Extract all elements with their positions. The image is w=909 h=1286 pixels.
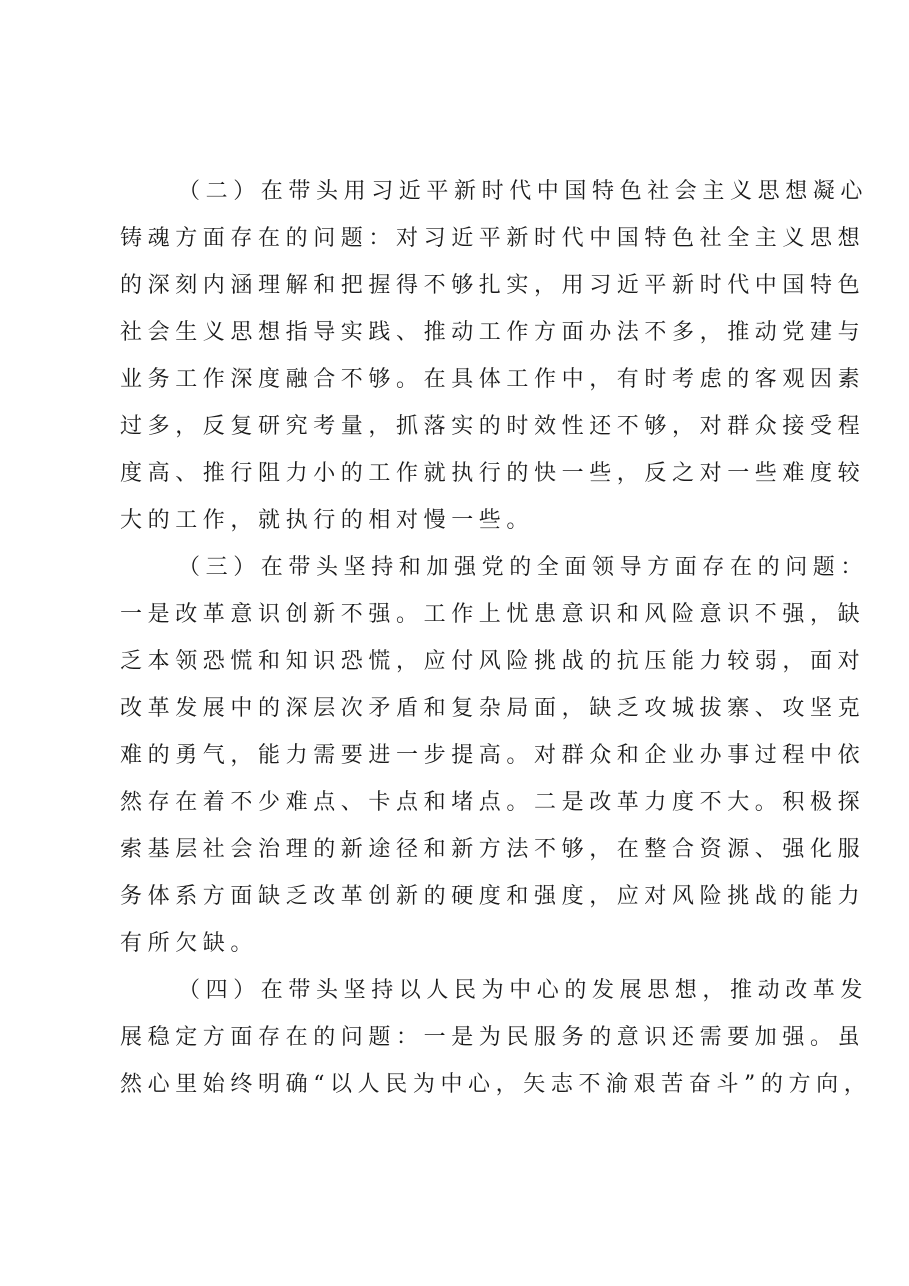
paragraph-line: 过多，反复研究考量，抓落实的时效性还不够，对群众接受程 [120, 414, 866, 439]
paragraph-line: 乏本领恐慌和知识恐慌，应付风险挑战的抗压能力较弱，面对 [120, 649, 866, 674]
paragraph-line: 索基层社会治理的新途径和新方法不够，在整合资源、强化服 [120, 837, 866, 862]
paragraph-line: 社会生义思想指导实践、推动工作方面办法不多，推动党建与 [120, 320, 866, 345]
paragraph-line: （四）在带头坚持以人民为中心的发展思想，推动改革发 [178, 978, 869, 1003]
paragraph-line: 展稳定方面存在的问题：一是为民服务的意识还需要加强。虽 [120, 1025, 866, 1050]
paragraph-line: 有所欠缺。 [120, 931, 259, 956]
paragraph-line: 然存在着不少难点、卡点和堵点。二是改革力度不大。积极探 [120, 790, 866, 815]
paragraph-line: 务体系方面缺乏改革创新的硬度和强度，应对风险挑战的能力 [120, 884, 866, 909]
paragraph-line: （二）在带头用习近平新时代中国特色社会主义思想凝心 [178, 179, 869, 204]
paragraph-line: 然心里始终明确“以人民为中心，矢志不渝艰苦奋斗”的方向， [120, 1072, 872, 1097]
paragraph-line: 改革发展中的深层次矛盾和复杂局面，缺乏攻城拔寨、攻坚克 [120, 696, 866, 721]
paragraph-line: 度高、推行阻力小的工作就执行的快一些，反之对一些难度较 [120, 461, 866, 486]
paragraph-line: 业务工作深度融合不够。在具体工作中，有时考虑的客观因素 [120, 367, 866, 392]
paragraph-line: （三）在带头坚持和加强党的全面领导方面存在的问题： [178, 555, 869, 580]
paragraph-line: 一是改革意识创新不强。工作上忧患意识和风险意识不强，缺 [120, 602, 866, 627]
paragraph-line: 铸魂方面存在的问题：对习近平新时代中国特色社全主义思想 [120, 226, 866, 251]
paragraph-line: 难的勇气，能力需要进一步提高。对群众和企业办事过程中依 [120, 743, 866, 768]
paragraph-line: 的深刻内涵理解和把握得不够扎实，用习近平新时代中国特色 [120, 273, 866, 298]
paragraph-line: 大的工作，就执行的相对慢一些。 [120, 508, 535, 533]
